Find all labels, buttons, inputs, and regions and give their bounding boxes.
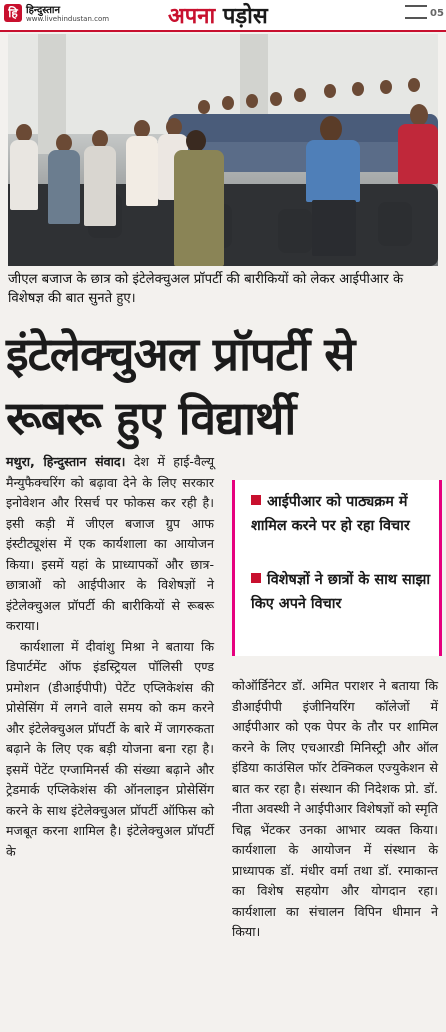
page-number: 05 [430,8,444,19]
newspaper-logo: हि [4,4,22,22]
headline-line-1: इंटेलेक्चुअल प्रॉपर्टी से [6,327,355,381]
article-paragraph-1 [6,452,214,637]
section-title [168,0,268,30]
website-url: www.livehindustan.com [26,15,110,23]
article-paragraph-3: कोऑर्डिनेटर डॉ. अमित पराशर ने बताया कि डीआईपीपी इंजीनियरिंग कॉलेजों में आईपीआर को एक पेपर के तौर पर शामिल करने के लिए एचआरडी मिनिस्ट्री और ऑल इंडिया काउंसिल फॉर टेक्निकल एज्युकेशन से बात कर रहा है। संस्थान की निदेशक प्रो. डॉ. नीता अवस्थी ने आईपीआर विशेषज्ञों को स्मृति चिह्न भेंटकर उनका आभार व्यक्त किया। कार्यशाला के आयोजन में संस्थान के प्राध्यापक डॉ. मंधीर वर्मा तथा डॉ. रमाकान्त का विशेष सहयोग और योगदान रहा। कार्यशाला का संचालन विपिन धीमान ने किया। [232,678,438,939]
decorative-lines [405,5,427,19]
bullet-square-icon [251,495,261,505]
highlight-text: विशेषज्ञों ने छात्रों के साथ साझा किए अपने विचार [251,572,431,612]
article-paragraph-2: कार्यशाला में दीवांशु मिश्रा ने बताया कि डिपार्टमेंट ऑफ इंडस्ट्रियल पॉलिसी एण्ड प्रमोशन (डीआईपीपी) पेटेंट एप्लिकेशंस की प्रोसेसिंग में लगने वाले समय को कम करने और इंटेलेक्चुअल प्रॉपर्टी के बारे में जागरुकता बढ़ाने के लिए एक बड़ी योजना बना रहा है। इसमें पेटेंट एग्जामिनर्स की संख्या बढ़ाने और ट्रेडमार्क एप्लिकेशंस की ऑनलाइन प्रोसेसिंग करने के साथ इंटेलेक्चुअल प्रॉपर्टी ऑफिस को मजबूत करना शामिल है। इंटेलेक्चुअल प्रॉपर्टी के [6,638,214,859]
bullet-square-icon [251,573,261,583]
headline [6,322,442,450]
article-paragraph-1-text: देश में हाई-वैल्यू मैन्युफैक्चरिंग को बढ़ावा देने के लिए सरकार इनोवेशन और रिसर्च पर फोकस कर रही है। इसी कड़ी में जीएल बजाज ग्रुप आफ इंस्टीट्यूशंस में एक कार्यशाला का आयोजन किया। इसमें यहां के प्राध्यापकों और छात्र-छात्राओं को आईपीआर के विशेषज्ञों ने इंटेलेक्चुअल प्रॉपर्टी की बारीकियों से रूबरू कराया। [6,454,215,633]
headline-line-2: रूबरू हुए विद्यार्थी [6,391,296,445]
highlight-item [251,568,431,616]
newspaper-name: हिन्दुस्तान [26,5,61,16]
article-column-1 [6,452,214,862]
photo-caption: जीएल बजाज के छात्र को इंटेलेक्चुअल प्रॉपर्टी की बारीकियों को लेकर आईपीआर के विशेषज्ञ की बात सुनते हुए। [8,272,404,306]
section-word-1: अपना [168,4,216,29]
highlight-item [251,490,431,538]
article-column-2 [232,676,438,943]
highlights-box [232,480,442,656]
chair [378,202,412,246]
dateline: मथुरा, हिन्दुस्तान संवाद। [6,454,126,469]
masthead [0,0,446,32]
news-photo [8,34,438,266]
highlight-text: आईपीआर को पाठ्यक्रम में शामिल करने पर हो रहा विचार [251,494,410,534]
section-word-2: पड़ोस [222,4,268,29]
chair [278,209,312,253]
